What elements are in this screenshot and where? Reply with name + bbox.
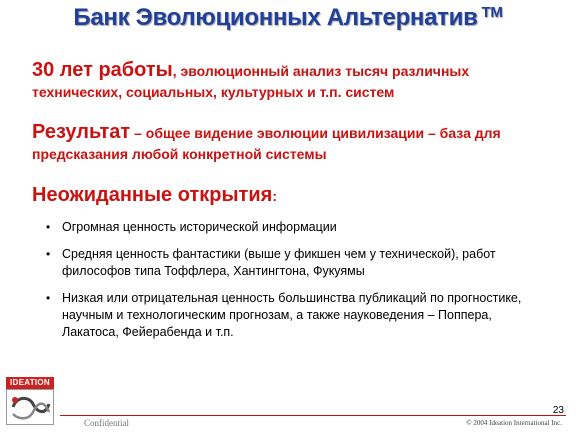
logo-label: IDEATION (6, 377, 54, 389)
bullet-icon: • (46, 220, 51, 234)
ideation-logo (6, 377, 54, 427)
paragraph-text: : (272, 188, 277, 204)
confidential-label: Confidential (84, 418, 129, 428)
list-item-text: Огромная ценность исторической информации (62, 220, 337, 234)
footer-divider (60, 415, 566, 416)
trademark-mark: TM (481, 4, 503, 21)
paragraph-lead: Результат (32, 121, 131, 143)
paragraph-text: – общее видение эволюции цивилизации – база для предсказания любой конкретной системы (32, 125, 501, 162)
slide-title-text: Банк Эволюционных Альтернатив (73, 4, 478, 31)
list-item-text: Средняя ценность фантастики (выше у фикшен чем у технической), работ философов типа Тоффлера, Хантингтона, Фукуямы (62, 247, 496, 278)
slide-title (0, 4, 576, 32)
page-number: 23 (552, 405, 564, 416)
list-item (42, 290, 542, 341)
list-item (42, 219, 542, 236)
logo-swirl-icon (7, 390, 53, 424)
discoveries-list (42, 219, 542, 351)
paragraph-lead: Неожиданные открытия (32, 184, 273, 206)
bullet-icon: • (46, 291, 51, 305)
list-item (42, 246, 542, 280)
paragraph-lead: 30 лет работы (32, 59, 173, 81)
logo-mark-icon (6, 389, 54, 425)
paragraph-discoveries (32, 185, 552, 207)
bullet-icon: • (46, 247, 51, 261)
paragraph-result (32, 122, 552, 165)
paragraph-experience (32, 60, 552, 103)
copyright-notice: © 2004 Ideation International Inc. (466, 419, 562, 427)
list-item-text: Низкая или отрицательная ценность большинства публикаций по прогностике, научным и технологическим прогнозам, а также науковедения – Поппера, Лакатоса, Фейерабенда и т.п. (62, 291, 522, 339)
paragraph-text: , эволюционный анализ тысяч различных технических, социальных, культурных и т.п. систем (32, 63, 470, 100)
